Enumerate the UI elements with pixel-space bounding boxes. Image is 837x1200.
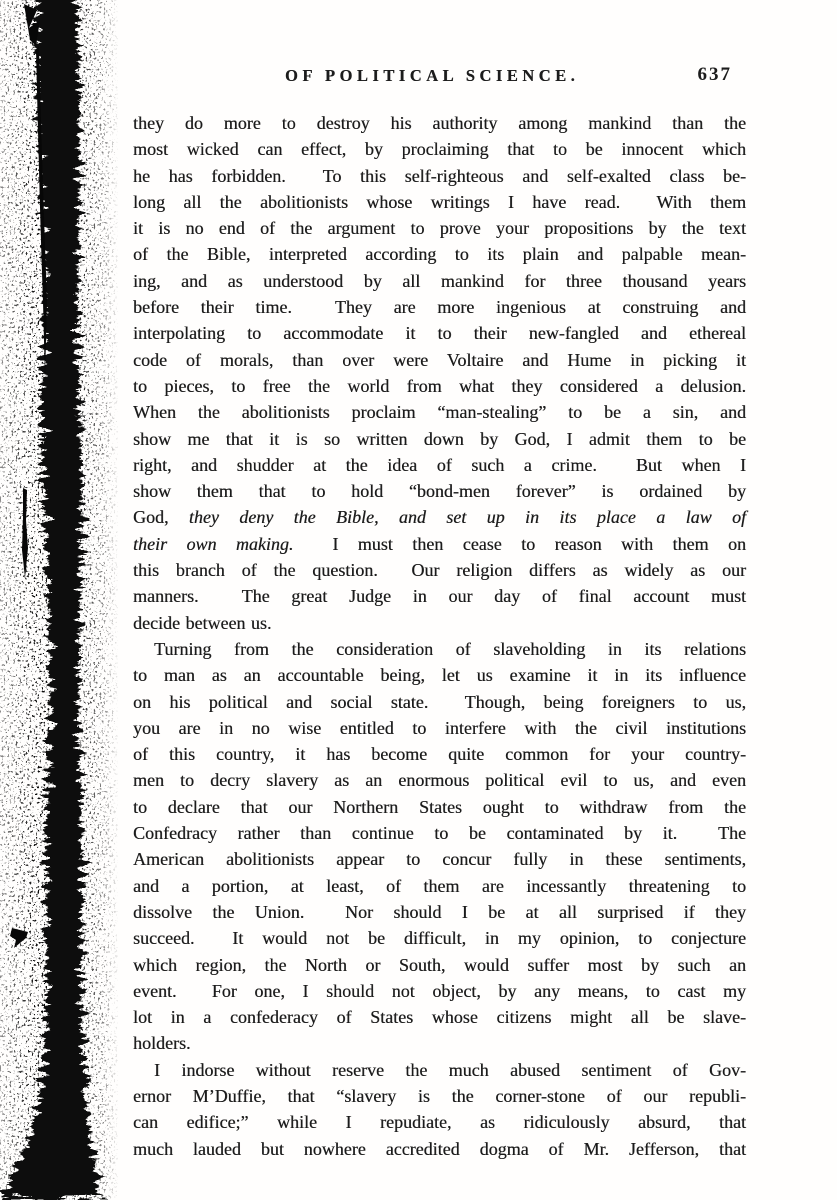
text-segment: which region, the North or South, would suffer most by such an xyxy=(133,954,746,975)
text-segment: and a portion, at least, of them are incessantly threatening to xyxy=(133,875,746,896)
text-segment: he has forbidden. To this self-righteous and self-exalted class be- xyxy=(133,165,746,186)
text-line xyxy=(133,1057,746,1083)
text-line xyxy=(133,294,746,320)
text-line xyxy=(133,136,746,162)
text-line xyxy=(133,320,746,346)
text-segment: long all the abolitionists whose writings I have read. With them xyxy=(133,191,746,212)
text-line xyxy=(133,873,746,899)
text-segment: code of morals, than over were Voltaire and Hume in picking it xyxy=(133,349,746,370)
text-line xyxy=(133,636,746,662)
text-segment: before their time. They are more ingenious at construing and xyxy=(133,297,746,318)
text-segment: manners. The great Judge in our day of final account must xyxy=(133,586,746,607)
text-line xyxy=(133,110,746,136)
text-segment: dissolve the Union. Nor should I be at all surprised if they xyxy=(133,901,746,922)
text-segment: event. For one, I should not object, by any means, to cast my xyxy=(133,980,746,1001)
text-segment: When the abolitionists proclaim “man-stealing” to be a sin, and xyxy=(133,402,746,423)
text-segment: interpolating to accommodate it to their new-fangled and ethereal xyxy=(133,323,746,344)
text-line xyxy=(133,662,746,688)
text-line xyxy=(133,741,746,767)
text-segment: of this country, it has become quite common for your country- xyxy=(133,744,746,765)
text-segment: I indorse without reserve the much abused sentiment of Gov- xyxy=(154,1059,746,1080)
paragraph xyxy=(133,110,746,636)
text-segment: it is no end of the argument to prove your propositions by the text xyxy=(133,218,746,239)
text-segment: men to decry slavery as an enormous political evil to us, and even xyxy=(133,770,746,791)
italic-text-segment: their own making. xyxy=(133,533,294,554)
text-segment: you are in no wise entitled to interfere with the civil institutions xyxy=(133,717,746,738)
text-segment: to pieces, to free the world from what they considered a delusion. xyxy=(133,375,746,396)
italic-text-segment: they deny the Bible, and set up in its place a law of xyxy=(188,507,746,528)
text-line xyxy=(133,978,746,1004)
text-line xyxy=(133,268,746,294)
text-line xyxy=(133,478,746,504)
text-line xyxy=(133,952,746,978)
text-line xyxy=(133,1030,746,1056)
text-line xyxy=(133,1136,746,1162)
text-segment: Turning from the consideration of slaveholding in its relations xyxy=(154,638,746,659)
text-line xyxy=(133,846,746,872)
text-line xyxy=(133,189,746,215)
text-segment: this branch of the question. Our religion differs as widely as our xyxy=(133,560,746,581)
paragraph xyxy=(133,636,746,1057)
text-line xyxy=(133,1004,746,1030)
text-segment: of the Bible, interpreted according to its plain and palpable mean- xyxy=(133,244,746,265)
text-segment: I must then cease to reason with them on xyxy=(293,533,746,554)
paragraph xyxy=(133,1057,746,1162)
running-title: OF POLITICAL SCIENCE. xyxy=(285,66,580,85)
scan-binding-artifact xyxy=(0,0,120,1200)
text-line xyxy=(133,163,746,189)
text-line xyxy=(133,899,746,925)
text-segment: show them that to hold “bond-men forever” is ordained by xyxy=(133,481,746,502)
text-line xyxy=(133,1083,746,1109)
text-segment: lot in a confederacy of States whose citizens might all be slave- xyxy=(133,1007,746,1028)
text-line xyxy=(133,610,746,636)
text-segment: holders. xyxy=(133,1033,191,1054)
text-segment: ing, and as understood by all mankind for three thousand years xyxy=(133,270,746,291)
text-segment: most wicked can effect, by proclaiming that to be innocent which xyxy=(133,139,746,160)
text-line xyxy=(133,215,746,241)
text-line xyxy=(133,557,746,583)
text-segment: show me that it is so written down by God, I admit them to be xyxy=(133,428,746,449)
text-line xyxy=(133,452,746,478)
page-text xyxy=(133,110,746,1162)
text-line xyxy=(133,504,746,530)
text-segment: American abolitionists appear to concur fully in these sentiments, xyxy=(133,849,746,870)
text-segment: on his political and social state. Though, being foreigners to us, xyxy=(133,691,746,712)
text-segment: they do more to destroy his authority among mankind than the xyxy=(133,113,746,133)
text-line xyxy=(133,715,746,741)
text-line xyxy=(133,373,746,399)
page-header xyxy=(133,66,746,90)
text-line xyxy=(133,399,746,425)
text-segment: Confedracy rather than continue to be contaminated by it. The xyxy=(133,823,746,844)
text-segment: right, and shudder at the idea of such a crime. But when I xyxy=(133,454,746,475)
text-line xyxy=(133,426,746,452)
text-line xyxy=(133,347,746,373)
text-segment: ernor M’Duffie, that “slavery is the corner-stone of our republi- xyxy=(133,1085,746,1106)
text-line xyxy=(133,820,746,846)
text-line xyxy=(133,925,746,951)
text-line xyxy=(133,767,746,793)
text-line xyxy=(133,531,746,557)
text-line xyxy=(133,583,746,609)
text-segment: decide between us. xyxy=(133,612,272,633)
text-segment: can edifice;” while I repudiate, as ridiculously absurd, that xyxy=(133,1112,746,1133)
text-segment: succeed. It would not be difficult, in my opinion, to conjecture xyxy=(133,928,746,949)
text-segment: to declare that our Northern States ought to withdraw from the xyxy=(133,796,746,817)
text-segment: God, xyxy=(133,507,189,528)
text-line xyxy=(133,794,746,820)
text-line xyxy=(133,689,746,715)
text-segment: to man as an accountable being, let us examine it in its influence xyxy=(133,665,746,686)
text-line xyxy=(133,241,746,267)
page-number: 637 xyxy=(697,64,732,85)
text-segment: much lauded but nowhere accredited dogma of Mr. Jefferson, that xyxy=(133,1138,746,1159)
text-line xyxy=(133,1109,746,1135)
